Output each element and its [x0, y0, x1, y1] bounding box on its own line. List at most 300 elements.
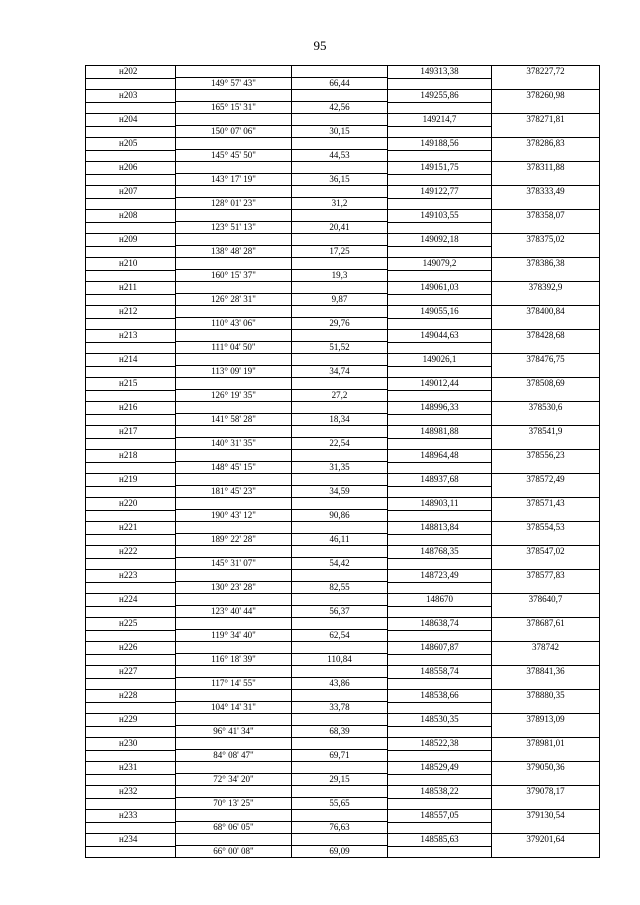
- direction-angle: 123° 40' 44": [176, 606, 292, 618]
- point-name: н233: [86, 810, 176, 822]
- point-name: н218: [86, 450, 176, 462]
- blank-cell: [86, 654, 176, 666]
- point-row: [86, 210, 599, 222]
- blank-cell: [492, 846, 599, 858]
- blank-cell: [388, 486, 492, 498]
- blank-cell: [292, 330, 388, 342]
- blank-cell: [292, 402, 388, 414]
- blank-cell: [176, 810, 292, 822]
- segment-row: [86, 486, 599, 498]
- x-coordinate: 148670: [388, 594, 492, 606]
- table-row: [86, 162, 599, 186]
- blank-cell: [86, 750, 176, 762]
- blank-cell: [86, 534, 176, 546]
- segment-row: [86, 654, 599, 666]
- segment-length: 29,76: [292, 318, 388, 330]
- table-row: [86, 690, 599, 714]
- blank-cell: [388, 78, 492, 90]
- segment-row: [86, 462, 599, 474]
- x-coordinate: 148937,68: [388, 474, 492, 486]
- point-row: [86, 498, 599, 510]
- point-row: [86, 666, 599, 678]
- blank-cell: [492, 198, 599, 210]
- x-coordinate: 149151,75: [388, 162, 492, 174]
- y-coordinate: 378841,36: [526, 666, 565, 676]
- blank-cell: [388, 702, 492, 714]
- blank-cell: [176, 618, 292, 630]
- blank-cell: [492, 414, 599, 426]
- direction-angle: 72° 34' 20": [176, 774, 292, 786]
- y-coordinate: 378271,81: [526, 114, 565, 124]
- y-coordinate: 378981,01: [526, 738, 565, 748]
- blank-cell: [86, 126, 176, 138]
- segment-length: 90,86: [292, 510, 388, 522]
- y-coordinate: 378508,69: [526, 378, 565, 388]
- segment-length: 69,09: [292, 846, 388, 858]
- blank-cell: [492, 366, 599, 378]
- point-name: н228: [86, 690, 176, 702]
- blank-cell: [176, 258, 292, 270]
- segment-row: [86, 414, 599, 426]
- blank-cell: [492, 654, 599, 666]
- blank-cell: [492, 822, 599, 834]
- blank-cell: [292, 666, 388, 678]
- blank-cell: [492, 294, 599, 306]
- blank-cell: [492, 582, 599, 594]
- blank-cell: [176, 762, 292, 774]
- table-row: [86, 186, 599, 210]
- blank-cell: [292, 714, 388, 726]
- point-name: н229: [86, 714, 176, 726]
- segment-length: 30,15: [292, 126, 388, 138]
- segment-row: [86, 102, 599, 114]
- segment-length: 29,15: [292, 774, 388, 786]
- blank-cell: [388, 462, 492, 474]
- point-row: [86, 354, 599, 366]
- blank-cell: [388, 822, 492, 834]
- direction-angle: 66° 00' 08": [176, 846, 292, 858]
- x-coordinate: 148768,35: [388, 546, 492, 558]
- table-row: [86, 666, 599, 690]
- blank-cell: [292, 354, 388, 366]
- x-coordinate: 148996,33: [388, 402, 492, 414]
- point-name: н221: [86, 522, 176, 534]
- segment-row: [86, 198, 599, 210]
- direction-angle: 126° 19' 35": [176, 390, 292, 402]
- x-coordinate: 149214,7: [388, 114, 492, 126]
- blank-cell: [388, 510, 492, 522]
- blank-cell: [492, 774, 599, 786]
- blank-cell: [86, 558, 176, 570]
- segment-length: 66,44: [292, 78, 388, 90]
- point-name: н219: [86, 474, 176, 486]
- segment-length: 54,42: [292, 558, 388, 570]
- point-row: [86, 402, 599, 414]
- table-row: [86, 738, 599, 762]
- blank-cell: [176, 402, 292, 414]
- blank-cell: [86, 726, 176, 738]
- point-row: [86, 162, 599, 174]
- point-row: [86, 546, 599, 558]
- blank-cell: [176, 186, 292, 198]
- direction-angle: 111° 04' 50": [176, 342, 292, 354]
- segment-length: 33,78: [292, 702, 388, 714]
- blank-cell: [492, 318, 599, 330]
- segment-length: 56,37: [292, 606, 388, 618]
- blank-cell: [86, 582, 176, 594]
- blank-cell: [388, 126, 492, 138]
- point-name: н209: [86, 234, 176, 246]
- point-name: н223: [86, 570, 176, 582]
- blank-cell: [86, 174, 176, 186]
- direction-angle: 117° 14' 55": [176, 678, 292, 690]
- direction-angle: 68° 06' 05": [176, 822, 292, 834]
- direction-angle: 165° 15' 31": [176, 102, 292, 114]
- x-coordinate: 149055,16: [388, 306, 492, 318]
- blank-cell: [388, 294, 492, 306]
- segment-row: [86, 774, 599, 786]
- blank-cell: [388, 726, 492, 738]
- blank-cell: [292, 642, 388, 654]
- blank-cell: [86, 630, 176, 642]
- table-row: [86, 522, 599, 546]
- blank-cell: [388, 342, 492, 354]
- table-row: [86, 306, 599, 330]
- x-coordinate: 148530,35: [388, 714, 492, 726]
- table-row: [86, 402, 599, 426]
- direction-angle: 138° 48' 28": [176, 246, 292, 258]
- blank-cell: [86, 438, 176, 450]
- blank-cell: [492, 798, 599, 810]
- y-coordinate: 378286,83: [526, 138, 565, 148]
- direction-angle: 140° 31' 35": [176, 438, 292, 450]
- segment-length: 20,41: [292, 222, 388, 234]
- x-coordinate: 148981,88: [388, 426, 492, 438]
- y-coordinate: 378640,7: [528, 594, 563, 604]
- y-coordinate: 378311,88: [526, 162, 565, 172]
- table-row: [86, 546, 599, 570]
- blank-cell: [492, 174, 599, 186]
- blank-cell: [388, 270, 492, 282]
- point-row: [86, 186, 599, 198]
- blank-cell: [292, 570, 388, 582]
- direction-angle: 148° 45' 15": [176, 462, 292, 474]
- y-coordinate: 378556,23: [526, 450, 565, 460]
- point-row: [86, 810, 599, 822]
- blank-cell: [388, 534, 492, 546]
- blank-cell: [176, 522, 292, 534]
- blank-cell: [86, 702, 176, 714]
- blank-cell: [86, 798, 176, 810]
- direction-angle: 84° 08' 47": [176, 750, 292, 762]
- y-coordinate: 378687,61: [526, 618, 565, 628]
- blank-cell: [176, 498, 292, 510]
- blank-cell: [492, 750, 599, 762]
- segment-row: [86, 750, 599, 762]
- x-coordinate: 149313,38: [388, 66, 492, 78]
- point-row: [86, 738, 599, 750]
- y-coordinate: 378571,43: [526, 498, 565, 508]
- direction-angle: 145° 31' 07": [176, 558, 292, 570]
- blank-cell: [292, 786, 388, 798]
- blank-cell: [388, 390, 492, 402]
- point-name: н215: [86, 378, 176, 390]
- point-row: [86, 114, 599, 126]
- blank-cell: [86, 606, 176, 618]
- point-row: [86, 282, 599, 294]
- segment-row: [86, 702, 599, 714]
- blank-cell: [176, 306, 292, 318]
- blank-cell: [492, 678, 599, 690]
- blank-cell: [492, 222, 599, 234]
- segment-row: [86, 342, 599, 354]
- point-row: [86, 594, 599, 606]
- blank-cell: [492, 342, 599, 354]
- y-coordinate: 378260,98: [526, 90, 565, 100]
- segment-length: 43,86: [292, 678, 388, 690]
- blank-cell: [388, 366, 492, 378]
- table-row: [86, 834, 599, 857]
- x-coordinate: 148903,11: [388, 498, 492, 510]
- x-coordinate: 148558,74: [388, 666, 492, 678]
- point-name: н227: [86, 666, 176, 678]
- blank-cell: [492, 558, 599, 570]
- x-coordinate: 149255,86: [388, 90, 492, 102]
- direction-angle: 123° 51' 13": [176, 222, 292, 234]
- point-name: н234: [86, 834, 176, 846]
- blank-cell: [292, 690, 388, 702]
- point-row: [86, 474, 599, 486]
- x-coordinate: 148723,49: [388, 570, 492, 582]
- direction-angle: 190° 43' 12": [176, 510, 292, 522]
- blank-cell: [292, 762, 388, 774]
- direction-angle: 143° 17' 19": [176, 174, 292, 186]
- blank-cell: [388, 222, 492, 234]
- y-coordinate: 378428,68: [526, 330, 565, 340]
- blank-cell: [176, 450, 292, 462]
- blank-cell: [492, 270, 599, 282]
- blank-cell: [292, 738, 388, 750]
- point-name: н207: [86, 186, 176, 198]
- blank-cell: [292, 306, 388, 318]
- blank-cell: [388, 318, 492, 330]
- blank-cell: [388, 558, 492, 570]
- y-coordinate: 378333,49: [526, 186, 565, 196]
- point-row: [86, 258, 599, 270]
- segment-length: 34,59: [292, 486, 388, 498]
- y-coordinate: 379130,54: [526, 810, 565, 820]
- direction-angle: 113° 09' 19": [176, 366, 292, 378]
- blank-cell: [86, 318, 176, 330]
- point-name: н224: [86, 594, 176, 606]
- table-row: [86, 810, 599, 834]
- blank-cell: [492, 702, 599, 714]
- blank-cell: [492, 510, 599, 522]
- point-row: [86, 834, 599, 846]
- x-coordinate: 148585,63: [388, 834, 492, 846]
- blank-cell: [292, 210, 388, 222]
- y-coordinate: 378577,83: [526, 570, 565, 580]
- blank-cell: [492, 102, 599, 114]
- segment-row: [86, 438, 599, 450]
- blank-cell: [86, 390, 176, 402]
- point-name: н222: [86, 546, 176, 558]
- x-coordinate: 149012,44: [388, 378, 492, 390]
- point-row: [86, 138, 599, 150]
- blank-cell: [388, 798, 492, 810]
- y-coordinate: 378547,02: [526, 546, 565, 556]
- direction-angle: 130° 23' 28": [176, 582, 292, 594]
- segment-row: [86, 630, 599, 642]
- segment-row: [86, 846, 599, 858]
- table-row: [86, 66, 599, 90]
- blank-cell: [492, 150, 599, 162]
- direction-angle: 189° 22' 28": [176, 534, 292, 546]
- y-coordinate: 378400,84: [526, 306, 565, 316]
- y-coordinate: 378375,02: [526, 234, 565, 244]
- blank-cell: [292, 498, 388, 510]
- segment-length: 31,35: [292, 462, 388, 474]
- point-name: н208: [86, 210, 176, 222]
- table-row: [86, 210, 599, 234]
- direction-angle: 116° 18' 39": [176, 654, 292, 666]
- table-row: [86, 426, 599, 450]
- page-number: 95: [313, 38, 327, 53]
- blank-cell: [292, 450, 388, 462]
- x-coordinate: 149103,55: [388, 210, 492, 222]
- segment-row: [86, 150, 599, 162]
- x-coordinate: 148638,74: [388, 618, 492, 630]
- blank-cell: [86, 774, 176, 786]
- table-row: [86, 354, 599, 378]
- point-row: [86, 450, 599, 462]
- segment-length: 76,63: [292, 822, 388, 834]
- point-name: н220: [86, 498, 176, 510]
- point-row: [86, 234, 599, 246]
- y-coordinate: 379050,36: [526, 762, 565, 772]
- y-coordinate: 378358,07: [526, 210, 565, 220]
- table-row: [86, 786, 599, 810]
- y-coordinate: 378554,53: [526, 522, 565, 532]
- y-coordinate: 379078,17: [526, 786, 565, 796]
- segment-row: [86, 390, 599, 402]
- table-row: [86, 234, 599, 258]
- x-coordinate: 148813,84: [388, 522, 492, 534]
- blank-cell: [176, 138, 292, 150]
- point-name: н205: [86, 138, 176, 150]
- table-row: [86, 282, 599, 306]
- table-row: [86, 594, 599, 618]
- table-row: [86, 714, 599, 738]
- blank-cell: [176, 378, 292, 390]
- blank-cell: [176, 570, 292, 582]
- segment-row: [86, 174, 599, 186]
- x-coordinate: 148522,38: [388, 738, 492, 750]
- segment-row: [86, 534, 599, 546]
- segment-length: 22,54: [292, 438, 388, 450]
- blank-cell: [292, 138, 388, 150]
- table-row: [86, 330, 599, 354]
- point-name: н217: [86, 426, 176, 438]
- blank-cell: [388, 198, 492, 210]
- blank-cell: [86, 846, 176, 858]
- segment-length: 42,56: [292, 102, 388, 114]
- point-row: [86, 690, 599, 702]
- point-row: [86, 618, 599, 630]
- blank-cell: [176, 666, 292, 678]
- segment-length: 44,53: [292, 150, 388, 162]
- segment-length: 68,39: [292, 726, 388, 738]
- segment-length: 27,2: [292, 390, 388, 402]
- table-row: [86, 570, 599, 594]
- x-coordinate: 148538,22: [388, 786, 492, 798]
- blank-cell: [292, 426, 388, 438]
- blank-cell: [86, 150, 176, 162]
- y-coordinate: 378392,9: [528, 282, 563, 292]
- blank-cell: [86, 510, 176, 522]
- blank-cell: [176, 162, 292, 174]
- point-row: [86, 66, 599, 78]
- blank-cell: [292, 378, 388, 390]
- y-coordinate: 378227,72: [526, 66, 565, 76]
- blank-cell: [292, 282, 388, 294]
- y-coordinate: 378742: [532, 642, 559, 652]
- direction-angle: 160° 15' 37": [176, 270, 292, 282]
- blank-cell: [292, 834, 388, 846]
- blank-cell: [176, 282, 292, 294]
- table-row: [86, 762, 599, 786]
- blank-cell: [292, 474, 388, 486]
- table-row: [86, 138, 599, 162]
- table-row: [86, 498, 599, 522]
- blank-cell: [388, 246, 492, 258]
- point-row: [86, 762, 599, 774]
- segment-row: [86, 726, 599, 738]
- y-coordinate: 379201,64: [526, 834, 565, 844]
- blank-cell: [492, 78, 599, 90]
- blank-cell: [86, 822, 176, 834]
- blank-cell: [292, 618, 388, 630]
- segment-row: [86, 270, 599, 282]
- x-coordinate: 149026,1: [388, 354, 492, 366]
- point-row: [86, 426, 599, 438]
- segment-row: [86, 78, 599, 90]
- point-row: [86, 570, 599, 582]
- blank-cell: [292, 90, 388, 102]
- x-coordinate: 148607,87: [388, 642, 492, 654]
- blank-cell: [388, 150, 492, 162]
- segment-length: 34,74: [292, 366, 388, 378]
- direction-angle: 149° 57' 43": [176, 78, 292, 90]
- direction-angle: 141° 58' 28": [176, 414, 292, 426]
- blank-cell: [176, 330, 292, 342]
- segment-length: 36,15: [292, 174, 388, 186]
- segment-length: 19,3: [292, 270, 388, 282]
- point-name: н230: [86, 738, 176, 750]
- direction-angle: 96° 41' 34": [176, 726, 292, 738]
- blank-cell: [86, 294, 176, 306]
- blank-cell: [292, 258, 388, 270]
- blank-cell: [492, 606, 599, 618]
- segment-length: 69,71: [292, 750, 388, 762]
- point-name: н214: [86, 354, 176, 366]
- point-name: н211: [86, 282, 176, 294]
- blank-cell: [86, 342, 176, 354]
- blank-cell: [388, 582, 492, 594]
- blank-cell: [176, 90, 292, 102]
- segment-length: 9,87: [292, 294, 388, 306]
- direction-angle: 181° 45' 23": [176, 486, 292, 498]
